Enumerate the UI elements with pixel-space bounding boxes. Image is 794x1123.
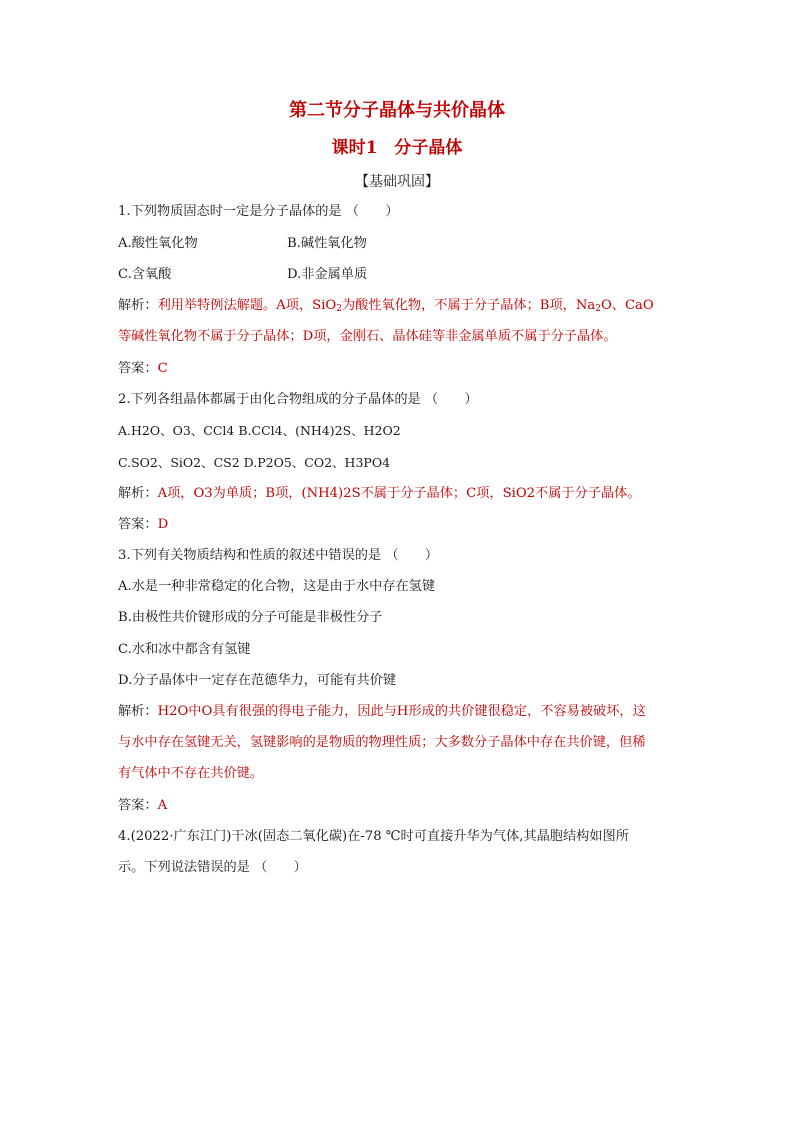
q3-stem: 3.下列有关物质结构和性质的叙述中错误的是 （ ） xyxy=(118,548,439,563)
q2-analysis xyxy=(118,485,641,503)
analysis-label: 解析： xyxy=(118,486,158,501)
q3-analysis-line-3: 有气体中不存在共价键。 xyxy=(118,766,264,781)
q3-option-a: A.水是一种非常稳定的化合物，这是由于水中存在氢键 xyxy=(118,579,436,594)
q2-analysis-text: A项，O3为单质；B项，(NH4)2S不属于分子晶体；C项，SiO2不属于分子晶体。 xyxy=(157,486,641,501)
q1-analysis-text-b: 为酸性氧化物，不属于分子晶体；B项，Na xyxy=(341,298,596,313)
q2-answer xyxy=(118,516,168,534)
q3-analysis-line-2: 与水中存在氢键无关，氢键影响的是物质的物理性质；大多数分子晶体中存在共价键，但稀 xyxy=(118,735,646,750)
q3-option-c: C.水和冰中都含有氢键 xyxy=(118,642,251,657)
q1-analysis-text-c: O、CaO xyxy=(600,298,654,313)
q1-option-c: C.含氧酸 xyxy=(118,267,172,282)
q4-stem-line-1: 4.(2022·广东江门)干冰(固态二氧化碳)在-78 ℃时可直接升华为气体,其晶胞结构如图所 xyxy=(118,829,629,844)
q2-options-cd: C.SO2、SiO2、CS2 D.P2O5、CO2、H3PO4 xyxy=(118,455,391,470)
q4-stem-line-2: 示。下列说法错误的是 （ ） xyxy=(118,860,307,875)
section-title: 第二节分子晶体与共价晶体 xyxy=(289,100,505,121)
answer-label: 答案： xyxy=(118,798,158,813)
q1-analysis-line-2: 等碱性氧化物不属于分子晶体；D项，金刚石、晶体硅等非金属单质不属于分子晶体。 xyxy=(118,329,617,344)
q3-option-d: D.分子晶体中一定存在范德华力，可能有共价键 xyxy=(118,673,397,688)
q1-answer xyxy=(118,360,168,378)
q2-stem: 2.下列各组晶体都属于由化合物组成的分子晶体的是 （ ） xyxy=(118,392,478,407)
subsection-heading: 【基础巩固】 xyxy=(355,174,439,190)
q1-option-b: B.碱性氧化物 xyxy=(287,236,367,251)
q3-answer-value: A xyxy=(157,798,168,813)
analysis-label: 解析： xyxy=(118,704,158,719)
answer-label: 答案： xyxy=(118,517,158,532)
q1-option-d: D.非金属单质 xyxy=(287,267,368,282)
q2-answer-value: D xyxy=(157,517,169,532)
q1-stem: 1.下列物质固态时一定是分子晶体的是 （ ） xyxy=(118,204,399,219)
answer-label: 答案： xyxy=(118,361,158,376)
q3-analysis-text-1: H2O中O具有很强的得电子能力，因此与H形成的共价键很稳定，不容易被破坏，这 xyxy=(157,704,646,719)
q1-analysis-line-1: 解析：利用举特例法解题。A项，SiO$_2$为酸性氧化物，不属于分子晶体；B项，$Na_2O$、CaO xyxy=(118,298,654,314)
q3-answer xyxy=(118,797,167,815)
q3-option-b: B.由极性共价键形成的分子可能是非极性分子 xyxy=(118,610,383,625)
q1-answer-value: C xyxy=(157,361,168,376)
lesson-title: 课时1 分子晶体 xyxy=(331,138,463,158)
q1-option-a: A.酸性氧化物 xyxy=(118,236,198,251)
q1-analysis-text-a: 利用举特例法解题。A项，SiO xyxy=(157,298,337,313)
analysis-label: 解析： xyxy=(118,298,158,313)
q3-analysis-line-1 xyxy=(118,703,646,721)
q2-options-ab: A.H2O、O3、CCl4 B.CCl4、(NH4)2S、H2O2 xyxy=(118,423,401,438)
